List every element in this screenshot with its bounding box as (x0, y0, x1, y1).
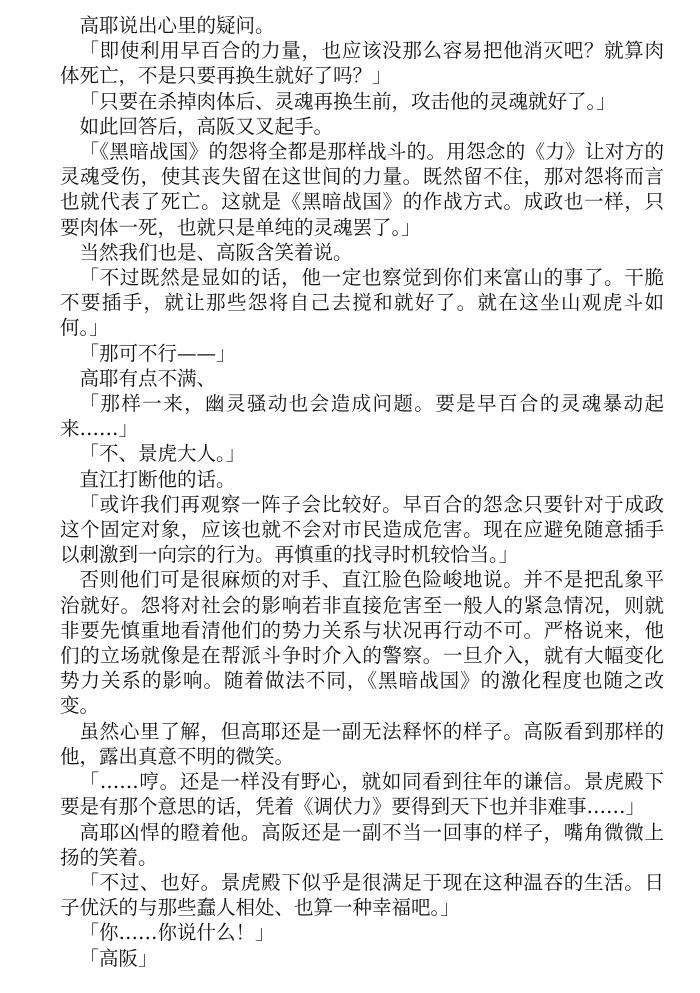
paragraph: 「高阪」 (79, 946, 158, 970)
paragraph: 「即使利用早百合的力量，也应该没那么容易把他消灭吧？就算肉体死亡，不是只要再换生就好了吗？」 (60, 39, 664, 88)
paragraph: 「那可不行——」 (79, 341, 236, 365)
page-text (60, 13, 664, 971)
paragraph: 「或许我们再观察一阵子会比较好。早百合的怨念只要针对于成政这个固定对象，应该也就不会对市民造成危害。现在应避免随意插手以刺激到一向宗的行为。再慎重的找寻时机较恰当。」 (60, 492, 664, 567)
paragraph: 「不过既然是显如的话，他一定也察觉到你们来富山的事了。干脆不要插手，就让那些怨将自己去搅和就好了。就在这坐山观虎斗如何。」 (60, 266, 664, 340)
paragraph: 直江打断他的话。 (79, 467, 236, 491)
paragraph: 高耶有点不满、 (79, 366, 217, 390)
paragraph: 高耶说出心里的疑问。 (79, 14, 275, 37)
paragraph: 「《黑暗战国》的怨将全都是那样战斗的。用怨念的《力》让对方的灵魂受伤，使其丧失留在这世间的力量。既然留不住，那对怨将而言也就代表了死亡。这就是《黑暗战国》的作战方式。成政也一样，只要肉体一死，也就只是单纯的灵魂罢了。」 (60, 140, 664, 239)
paragraph: 如此回答后，高阪又叉起手。 (79, 114, 334, 138)
paragraph: 否则他们可是很麻烦的对手、直江脸色险峻地说。并不是把乱象平治就好。怨将对社会的影响若非直接危害至一般人的紧急情况，则就非要先慎重地看清他们的势力关系与状况再行动不可。严格说来，他们的立场就像是在帮派斗争时介入的警察。一旦介入，就有大幅变化势力关系的影响。随着做法不同，《黑暗战国》的激化程度也随之改变。 (60, 568, 664, 718)
paragraph: 「不、景虎大人。」 (79, 442, 246, 466)
paragraph: 虽然心里了解，但高耶还是一副无法释怀的样子。高阪看到那样的他，露出真意不明的微笑。 (60, 719, 664, 768)
paragraph: 「只要在杀掉肉体后、灵魂再换生前，攻击他的灵魂就好了。」 (79, 89, 616, 113)
paragraph: 「你……你说什么！」 (79, 921, 275, 945)
paragraph: 「……哼。还是一样没有野心，就如同看到往年的谦信。景虎殿下要是有那个意思的话，凭着《调伏力》要得到天下也并非难事……」 (60, 770, 664, 819)
paragraph: 当然我们也是、高阪含笑着说。 (79, 240, 353, 264)
paragraph: 「不过、也好。景虎殿下似乎是很满足于现在这种温吞的生活。日子优沃的与那些蠢人相处、也算一种幸福吧。」 (60, 870, 664, 920)
paragraph: 高耶凶悍的瞪着他。高阪还是一副不当一回事的样子，嘴角微微上扬的笑着。 (60, 820, 664, 869)
paragraph: 「那样一来，幽灵骚动也会造成问题。要是早百合的灵魂暴动起来……」 (60, 392, 664, 441)
